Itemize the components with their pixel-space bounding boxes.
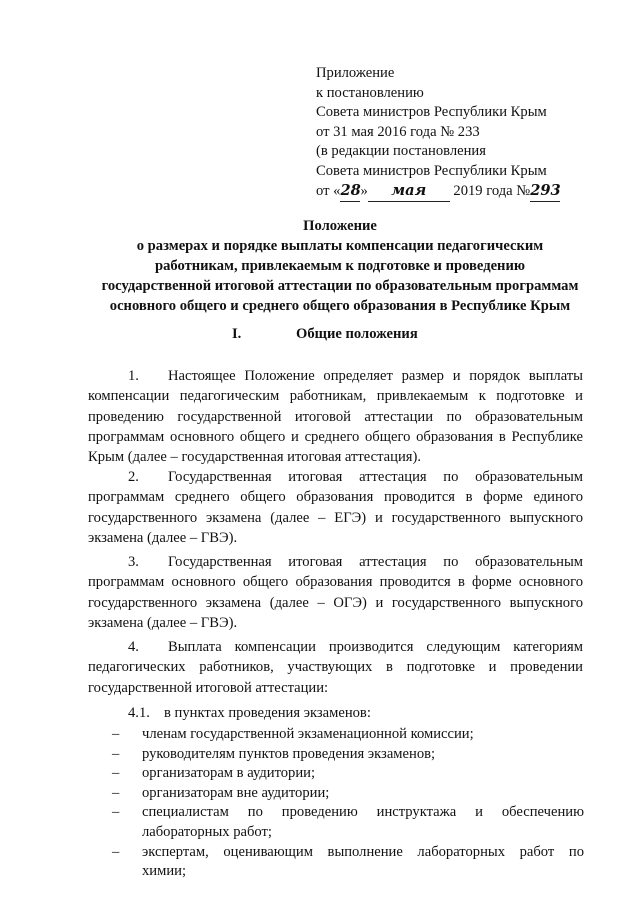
paragraph-line: программам среднего общего образования проводится в форме единого xyxy=(88,489,583,506)
paragraph-line: 4. Выплата компенсации производится следующим категориям xyxy=(88,637,583,657)
title-line: работникам, привлекаемым к подготовке и проведению xyxy=(154,258,526,274)
handwritten-number: 293 xyxy=(530,181,560,202)
attachment-date-line xyxy=(316,181,606,202)
title-line: основного общего и среднего общего образования в Республике Крым xyxy=(109,298,571,314)
dash-bullet: – xyxy=(112,765,120,782)
list-item-text: лабораторных работ; xyxy=(142,823,272,840)
paragraph-number: 3. xyxy=(128,554,139,570)
paragraph-line: 2. Государственная итоговая аттестация по образовательным xyxy=(88,467,583,487)
paragraph-number: 2. xyxy=(128,469,139,485)
paragraph-line: проведению государственной итоговой аттестации по образовательным xyxy=(88,408,583,425)
paragraph xyxy=(88,552,583,633)
subpoint-text: в пунктах проведения экзаменов: xyxy=(164,705,371,721)
list-item-text: экспертам, оценивающим выполнение лабораторных работ по xyxy=(142,843,584,860)
paragraph-line: 1. Настоящее Положение определяет размер и порядок выплаты xyxy=(88,366,583,386)
title-line: о размерах и порядке выплаты компенсации педагогическим xyxy=(136,238,544,254)
attachment-line: Совета министров Республики Крым xyxy=(316,162,547,179)
list-item-text: организаторам вне аудитории; xyxy=(142,784,330,801)
paragraph xyxy=(88,467,583,548)
section-title: Общие положения xyxy=(296,326,418,342)
paragraph-line: программам основного общего и среднего общего образования в Республике xyxy=(88,428,583,445)
subpoint xyxy=(128,705,371,722)
dash-bullet: – xyxy=(112,726,120,742)
handwritten-month: мая xyxy=(368,181,450,202)
paragraph xyxy=(88,366,583,467)
paragraph-line: 3. Государственная итоговая аттестация по образовательным xyxy=(88,552,583,572)
list-item xyxy=(112,803,584,842)
date-prefix: от « xyxy=(316,183,341,199)
paragraph xyxy=(88,637,583,698)
paragraph-line: экзамена (далее – ГВЭ). xyxy=(88,529,238,546)
date-mid: » xyxy=(360,183,368,199)
paragraph-line: программам основного общего образования проводится в форме основного xyxy=(88,574,583,591)
paragraph-line: экзамена (далее – ГВЭ). xyxy=(88,614,238,631)
attachment-line: Совета министров Республики Крым xyxy=(316,104,547,120)
attachment-line: к постановлению xyxy=(316,84,424,101)
paragraph-line: Крым (далее – государственная итоговая аттестация). xyxy=(88,449,421,466)
paragraph-number: 4. xyxy=(128,639,139,655)
dash-bullet: – xyxy=(112,843,120,860)
handwritten-day: 28 xyxy=(340,181,360,202)
category-list xyxy=(112,725,584,882)
attachment-block xyxy=(316,64,606,202)
attachment-line: от 31 мая 2016 года № 233 xyxy=(316,123,480,140)
dash-bullet: – xyxy=(112,784,120,801)
list-item-text: руководителям пунктов проведения экзаменов; xyxy=(142,745,436,762)
title-line: Положение xyxy=(303,218,377,234)
date-year: 2019 года № xyxy=(453,183,531,199)
dash-bullet: – xyxy=(112,804,120,821)
list-item-text: организаторам в аудитории; xyxy=(142,765,316,782)
list-item xyxy=(112,784,584,804)
dash-bullet: – xyxy=(112,745,120,762)
attachment-line: (в редакции постановления xyxy=(316,143,486,159)
paragraph-line: государственного экзамена (далее – ЕГЭ) и государственного выпускного xyxy=(88,509,583,526)
list-item-text: специалистам по проведению инструктажа и обеспечению xyxy=(142,804,584,821)
paragraph-line: компенсации педагогическим работникам, привлекаемым к подготовке и xyxy=(88,388,583,405)
paragraph-line: государственного экзамена (далее – ОГЭ) и государственного выпускного xyxy=(88,594,583,611)
section-heading xyxy=(232,326,418,343)
paragraph-line: государственной итоговой аттестации: xyxy=(88,679,329,696)
list-item xyxy=(112,843,584,882)
list-item xyxy=(112,764,584,784)
subpoint-number: 4.1. xyxy=(128,705,150,721)
attachment-line: Приложение xyxy=(316,65,395,81)
document-title xyxy=(60,216,620,316)
list-item-text: членам государственной экзаменационной комиссии; xyxy=(142,726,474,742)
paragraph-number: 1. xyxy=(128,368,139,384)
title-line: государственной итоговой аттестации по образовательным программам xyxy=(101,278,579,294)
section-number: I. xyxy=(232,326,242,342)
paragraph-line: педагогических работников, участвующих в подготовке и проведении xyxy=(88,659,583,676)
list-item-text: химии; xyxy=(142,863,187,880)
list-item xyxy=(112,725,584,745)
list-item xyxy=(112,745,584,765)
